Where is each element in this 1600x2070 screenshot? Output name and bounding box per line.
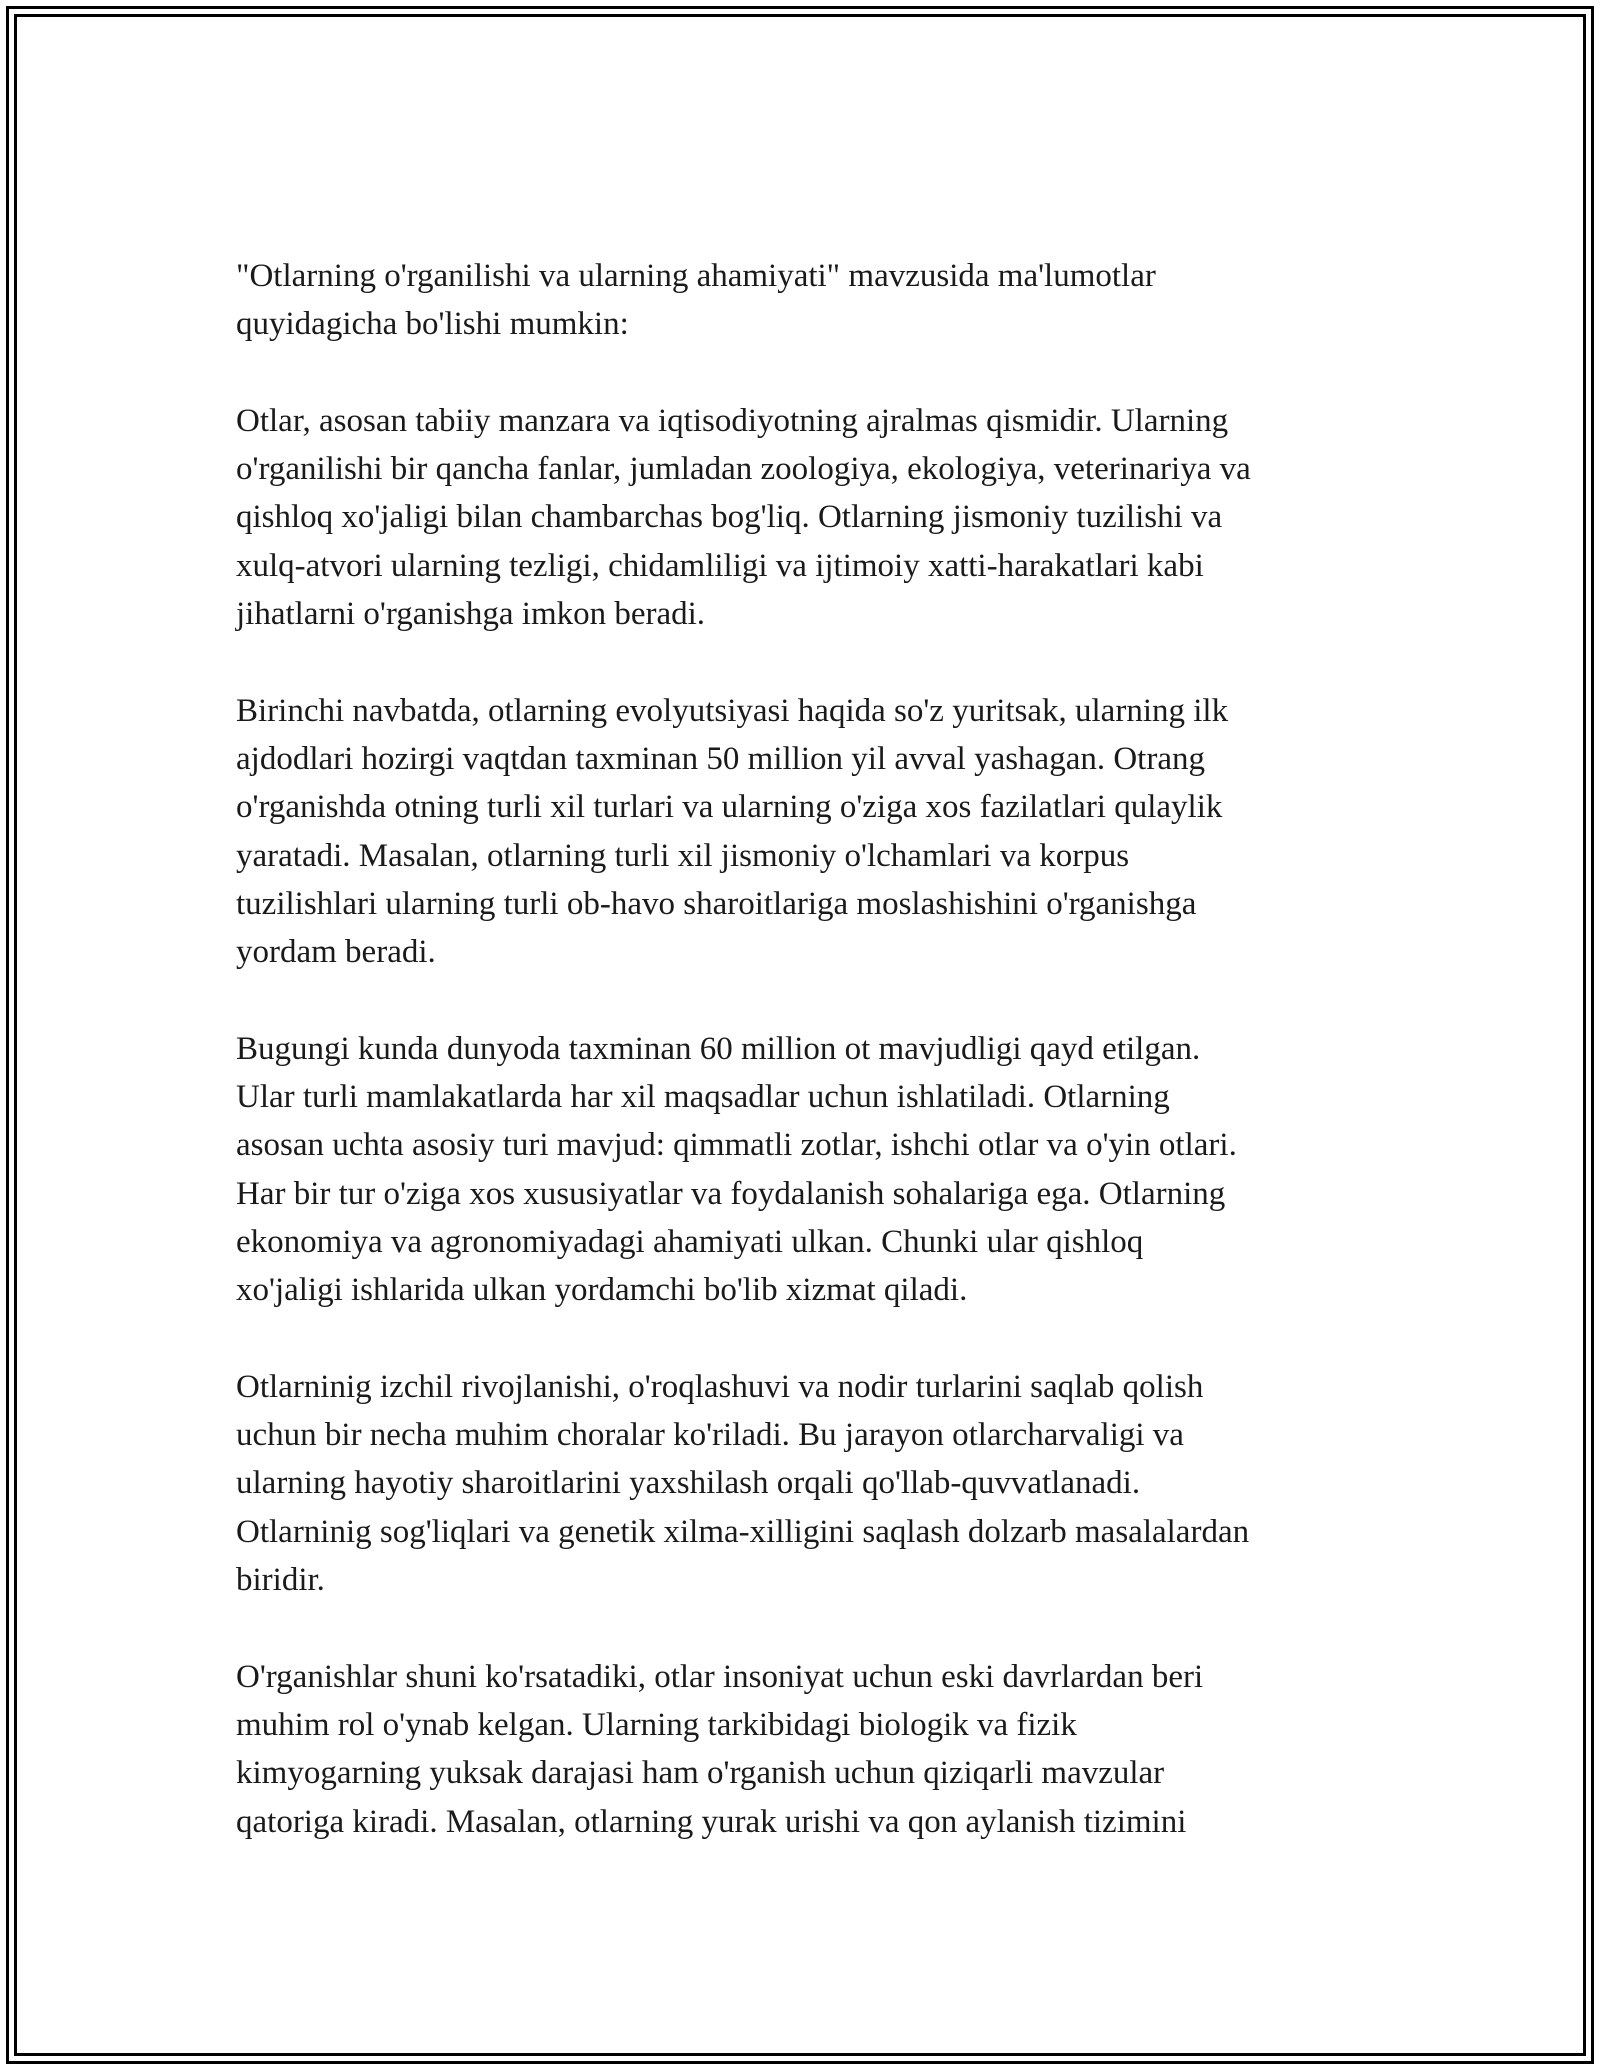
- paragraph-conservation: Otlarninig izchil rivojlanishi, o'roqlashuvi va nodir turlarini saqlab qolish uchun bir necha muhim choralar ko'riladi. Bu jarayon otlarcharvaligi va ularning hayotiy sharoitlarini yaxshilash orqali qo'llab-quvvatlanadi. Otlarninig sog'liqlari va genetik xilma-xilligini saqlash dolzarb masalalardan biridir.: [236, 1368, 1250, 1599]
- paragraph-evolution: Birinchi navbatda, otlarning evolyutsiyasi haqida so'z yuritsak, ularning ilk ajdodlari hozirgi vaqtdan taxminan 50 million yil avval yashagan. Otrang o'rganishda otning turli xil turlari va ularning o'ziga xos fazilatlari qulaylik yaratadi. Masalan, otlarning turli xil jismoniy o'lchamlari va korpus tuzilishlari ularning turli ob-havo sharoitlariga moslashishini o'rganishga yordam beradi.: [236, 692, 1229, 971]
- document-body: [236, 252, 1376, 1894]
- paragraph-research: O'rganishlar shuni ko'rsatadiki, otlar insoniyat uchun eski davrlardan beri muhim rol o'ynab kelgan. Ularning tarkibidagi biologik va fizik kimyogarning yuksak darajasi ham o'rganish uchun qiziqarli mavzular qatoriga kiradi. Masalan, otlarning yurak urishi va qon aylanish tizimini: [236, 1658, 1204, 1840]
- paragraph-overview: Otlar, asosan tabiiy manzara va iqtisodiyotning ajralmas qismidir. Ularning o'rganilishi bir qancha fanlar, jumladan zoologiya, ekologiya, veterinariya va qishloq xo'jaligi bilan chambarchas bog'liq. Otlarning jismoniy tuzilishi va xulq-atvori ularning tezligi, chidamliligi va ijtimoiy xatti-harakatlari kabi jihatlarni o'rganishga imkon beradi.: [236, 402, 1251, 633]
- paragraph-population: Bugungi kunda dunyoda taxminan 60 million ot mavjudligi qayd etilgan. Ular turli mamlakatlarda har xil maqsadlar uchun ishlatiladi. Otlarning asosan uchta asosiy turi mavjud: qimmatli zotlar, ishchi otlar va o'yin otlari. Har bir tur o'ziga xos xususiyatlar va foydalanish sohalariga ega. Otlarning ekonomiya va agronomiyadagi ahamiyati ulkan. Chunki ular qishloq xo'jaligi ishlarida ulkan yordamchi bo'lib xizmat qiladi.: [236, 1030, 1237, 1309]
- paragraph-intro: "Otlarning o'rganilishi va ularning ahamiyati" mavzusida ma'lumotlar quyidagicha bo'lishi mumkin:: [236, 258, 1156, 343]
